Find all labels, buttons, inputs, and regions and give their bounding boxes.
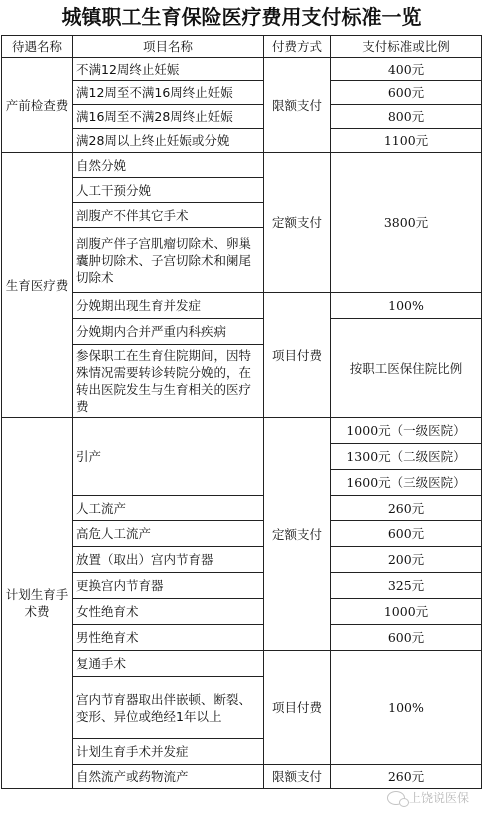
method-fixed: 定额支付 [264, 418, 331, 651]
item-cell: 复通手术 [73, 651, 264, 677]
item-cell: 满12周至不满16周终止妊娠 [73, 81, 264, 105]
item-cell: 人工干预分娩 [73, 178, 264, 203]
item-cell: 计划生育手术并发症 [73, 739, 264, 765]
table-row [2, 651, 482, 677]
standard-cell: 100% [331, 293, 482, 319]
standard-cell: 260元 [331, 496, 482, 521]
category-prenatal: 产前检查费 [2, 58, 73, 153]
category-maternity: 生育医疗费 [2, 153, 73, 418]
item-cell: 不满12周终止妊娠 [73, 58, 264, 81]
item-cell: 男性绝育术 [73, 625, 264, 651]
table-row [2, 153, 482, 178]
table-row [2, 599, 482, 625]
chat-bubble-icon [387, 791, 405, 805]
table-row [2, 319, 482, 345]
standard-cell: 1000元（一级医院） [331, 418, 482, 444]
table-row [2, 573, 482, 599]
item-cell: 人工流产 [73, 496, 264, 521]
method-limit: 限额支付 [264, 765, 331, 789]
table-row [2, 547, 482, 573]
table-row [2, 765, 482, 789]
item-cell: 引产 [73, 418, 264, 496]
item-cell: 更换宫内节育器 [73, 573, 264, 599]
item-cell: 满28周以上终止妊娠或分娩 [73, 129, 264, 153]
table-row [2, 58, 482, 81]
page-title: 城镇职工生育保险医疗费用支付标准一览 [61, 5, 422, 29]
table-row [2, 81, 482, 105]
standard-cell: 200元 [331, 547, 482, 573]
item-cell: 分娩期出现生育并发症 [73, 293, 264, 319]
standard-cell: 1600元（三级医院） [331, 470, 482, 496]
header-standard: 支付标准或比例 [331, 36, 482, 58]
table-row [2, 105, 482, 129]
table-row [2, 625, 482, 651]
standard-cell: 260元 [331, 765, 482, 789]
method-limit: 限额支付 [264, 58, 331, 153]
standard-cell: 3800元 [331, 153, 482, 293]
header-category: 待遇名称 [2, 36, 73, 58]
item-cell: 自然分娩 [73, 153, 264, 178]
standard-cell: 600元 [331, 521, 482, 547]
item-cell: 满16周至不满28周终止妊娠 [73, 105, 264, 129]
table-row [2, 129, 482, 153]
item-cell: 剖腹产伴子宫肌瘤切除术、卵巢囊肿切除术、子宫切除术和阑尾切除术 [73, 228, 264, 293]
header-row [2, 36, 482, 58]
watermark-text: 上饶说医保 [408, 791, 469, 805]
item-cell: 剖腹产不伴其它手术 [73, 203, 264, 228]
standard-cell: 1000元 [331, 599, 482, 625]
standard-cell: 600元 [331, 625, 482, 651]
watermark [387, 789, 469, 806]
category-family-planning: 计划生育手术费 [2, 418, 73, 789]
table-row [2, 496, 482, 521]
method-project: 项目付费 [264, 651, 331, 765]
item-cell: 高危人工流产 [73, 521, 264, 547]
payment-standards-table [1, 35, 482, 789]
header-method: 付费方式 [264, 36, 331, 58]
method-fixed: 定额支付 [264, 153, 331, 293]
standard-cell: 按职工医保住院比例 [331, 319, 482, 418]
table-row [2, 521, 482, 547]
standard-cell: 1100元 [331, 129, 482, 153]
header-item: 项目名称 [73, 36, 264, 58]
standard-cell: 400元 [331, 58, 482, 81]
table-row [2, 293, 482, 319]
item-cell: 参保职工在生育住院期间，因特殊情况需要转诊转院分娩的，在转出医院发生与生育相关的医疗费 [73, 345, 264, 418]
standard-cell: 800元 [331, 105, 482, 129]
item-cell: 宫内节育器取出伴嵌顿、断裂、变形、异位或绝经1年以上 [73, 677, 264, 739]
standard-cell: 1300元（二级医院） [331, 444, 482, 470]
item-cell: 自然流产或药物流产 [73, 765, 264, 789]
item-cell: 放置（取出）宫内节育器 [73, 547, 264, 573]
standard-cell: 325元 [331, 573, 482, 599]
standard-cell: 600元 [331, 81, 482, 105]
item-cell: 女性绝育术 [73, 599, 264, 625]
table-row [2, 418, 482, 444]
item-cell: 分娩期内合并严重内科疾病 [73, 319, 264, 345]
method-project: 项目付费 [264, 293, 331, 418]
standard-cell: 100% [331, 651, 482, 765]
